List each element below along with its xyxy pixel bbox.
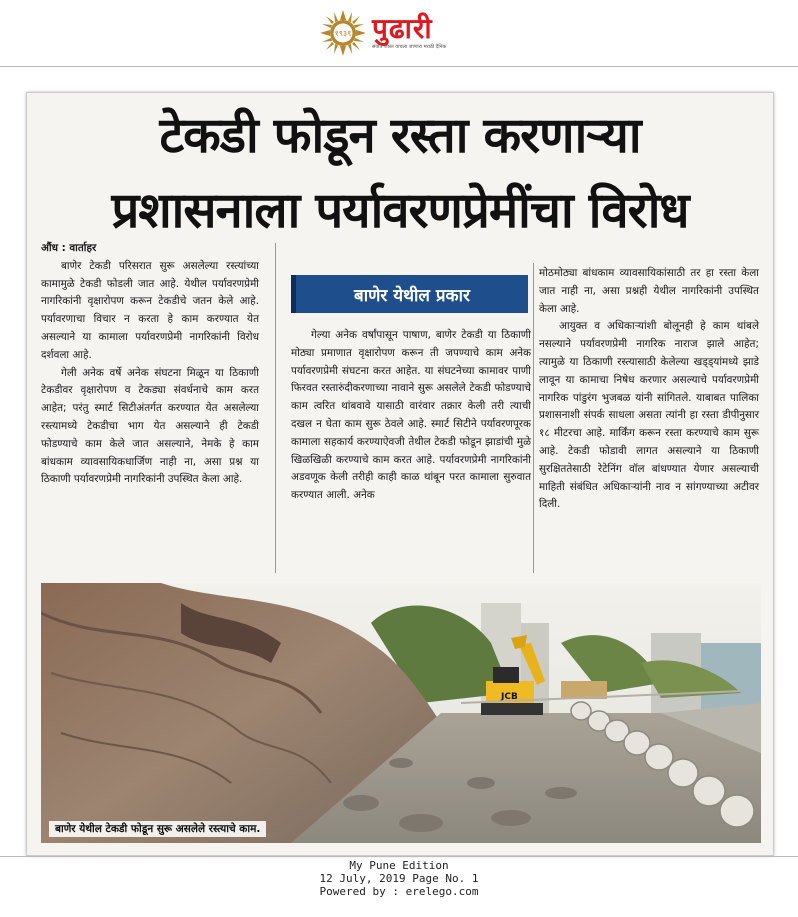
brand-logo[interactable] [320, 10, 446, 56]
article-column-2 [291, 327, 531, 505]
article-photo[interactable] [41, 583, 761, 843]
edition-date-page: 12 July, 2019 Page No. 1 [319, 872, 479, 885]
brand-text [372, 12, 447, 51]
sun-emblem-icon [320, 10, 366, 56]
excavator-label: JCB [501, 692, 518, 702]
article-column-1 [41, 240, 259, 489]
paragraph: बाणेर टेकडी परिसरात सुरू असलेल्या रस्त्यांच्या कामामुळे टेकडी फोडली जात आहे. येथील पर्यावरणप्रेमी नागरिकांनी वृक्षारोपण करून टेकडीचे जतन केले आहे. पर्यावरणाचा विचार न करता हे काम करण्यात येत असल्याने या कामाला पर्यावरणप्रेमी नागरिकांनी विरोध दर्शवला आहे. [41, 259, 259, 361]
column-divider [275, 243, 276, 573]
paragraph: आयुक्त व अधिकाऱ्यांशी बोलूनही हे काम थांबले नसल्याने पर्यावरणप्रेमी नागरिक नाराज झाले आहेत; त्यामुळे या ठिकाणी रस्त्यासाठी केलेल्या खड्ड्यांमध्ये झाडे लावून या कामाचा निषेध करणार असल्याचे पर्यावरणप्रेमी नागरिक पांडुरंग भुजबळ यांनी सांगितले. याबाबत पालिका प्रशासनाशी संपर्क साधला असता त्यांनी हा रस्ता डीपीनुसार १८ मीटरचा आहे. मार्किंग करून रस्ता करण्याचे काम सुरू आहे. टेकडी फोडावी लागत असल्याने या ठिकाणी सुरक्षिततेसाठी रेटेनिंग वॉल बांधण्यात येणार असल्याची माहिती संबंधित अधिकाऱ्यांनी नाव न सांगण्याच्या अटीवर दिली. [539, 320, 759, 511]
subheading-text: बाणेर येथील प्रकार [354, 285, 470, 306]
powered-by: Powered by : erelego.com [319, 885, 479, 898]
subheading-box [291, 275, 528, 313]
edition-footer [0, 856, 798, 917]
brand-tagline: सर्वात जास्त वाचला जाणारा मराठी दैनिक [372, 44, 447, 50]
byline: औंध : वार्ताहर [41, 242, 97, 254]
headline-line-2: प्रशासनाला पर्यावरणप्रेमींचा विरोध [111, 182, 689, 239]
headline-line-1: टेकडी फोडून रस्ता करणाऱ्या [159, 107, 641, 164]
headline [27, 97, 773, 247]
masthead [0, 0, 798, 67]
hill-excavation-photo [41, 583, 761, 843]
article-column-3 [539, 265, 759, 514]
column-divider [533, 263, 534, 573]
edition-name: My Pune Edition [349, 859, 449, 872]
paragraph: मोठमोठ्या बांधकाम व्यावसायिकांसाठी तर हा रस्ता केला जात नाही ना, असा प्रश्नही येथील नागरिकांनी उपस्थित केला आहे. [539, 267, 759, 315]
emblem-year: १९३९ [334, 29, 352, 38]
paragraph: गेल्या अनेक वर्षांपासून पाषाण, बाणेर टेकडी या ठिकाणी मोठ्या प्रमाणात वृक्षारोपण करून ती जपण्याचे काम अनेक पर्यावरणप्रेमी संघटना करत आहेत. या संघटनेच्या कामावर पाणी फिरवत रस्तारुंदीकरणाच्या नावाने सुरू असलेले टेकडी फोडण्याचे काम त्वरित थांबवावे यासाठी वारंवार तक्रार केली तरी त्याची दखल न घेता काम सुरू ठेवले आहे. स्मार्ट सिटीने पर्यावरणपूरक कामाला सहकार्य करण्याऐवजी तेथील टेकडी फोडून झाडांची मुळे खिळखिळी करण्याचे काम करत आहे. पर्यावरणप्रेमी नागरिकांनी अडवणूक केली तरीही काही काळ थांबून परत कामाला सुरुवात करण्यात आली. अनेक [291, 329, 531, 502]
article-clipping [26, 92, 774, 856]
brand-name: पुढारी [372, 12, 433, 45]
photo-caption: बाणेर येथील टेकडी फोडून सुरू असलेले रस्त्याचे काम. [49, 821, 266, 837]
paragraph: गेली अनेक वर्षे अनेक संघटना मिळून या ठिकाणी टेकडीवर वृक्षारोपण व टेकड्या संवर्धनाचे काम करत आहेत; परंतु स्मार्ट सिटीअंतर्गत करण्यात येत असलेल्या रस्त्यामध्ये टेकडीचा भाग येत असल्याने ही टेकडी फोडण्याचे काम केले जात असल्याने, नेमके हे काम बांधकाम व्यावसायिकधार्जिण नाही ना, असा प्रश्न या ठिकाणी पर्यावरणप्रेमी नागरिकांनी उपस्थित केला आहे. [41, 366, 259, 486]
